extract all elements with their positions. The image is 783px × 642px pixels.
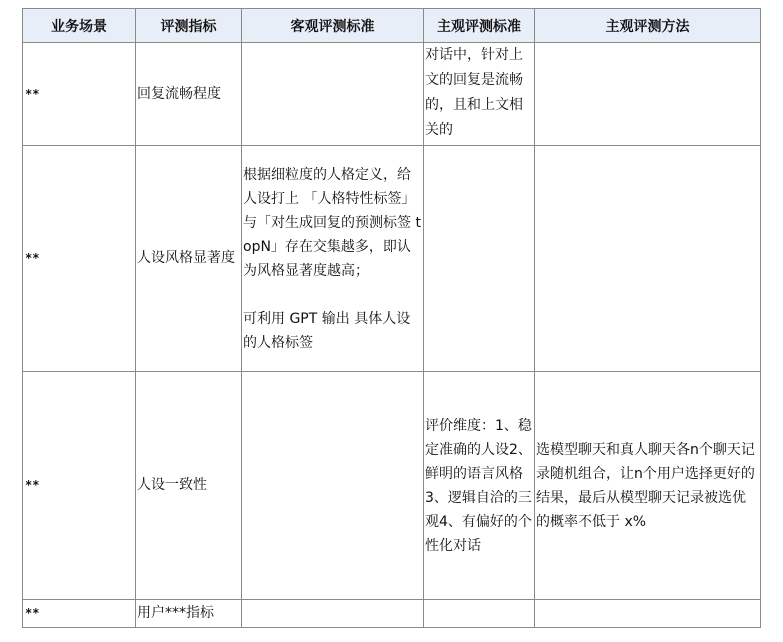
cell-subjective-method (535, 600, 761, 628)
cell-metric: 人设一致性 (136, 372, 242, 600)
cell-objective (242, 43, 424, 146)
cell-subjective-standard (424, 146, 535, 372)
cell-subjective-method (535, 146, 761, 372)
cell-objective (242, 372, 424, 600)
table-row (23, 146, 761, 372)
cell-metric: 人设风格显著度 (136, 146, 242, 372)
cell-metric: 用户***指标 (136, 600, 242, 628)
cell-metric: 回复流畅程度 (136, 43, 242, 146)
header-metric: 评测指标 (136, 9, 242, 43)
cell-scene: ** (23, 146, 136, 372)
cell-scene: ** (23, 372, 136, 600)
header-subjective-method: 主观评测方法 (535, 9, 761, 43)
header-row (23, 9, 761, 43)
objective-paragraph-1: 根据细粒度的人格定义，给人设打上 「人格特性标签」与「对生成回复的预测标签 topN」存在交集越多，即认为风格显著度越高； (243, 166, 421, 279)
header-subjective-standard: 主观评测标准 (424, 9, 535, 43)
evaluation-table-container (22, 8, 761, 628)
cell-subjective-standard: 评价维度：1、稳定准确的人设2、鲜明的语言风格3、逻辑自洽的三观4、有偏好的个性化对话 (424, 372, 535, 600)
cell-subjective-standard (424, 600, 535, 628)
header-objective-standard: 客观评测标准 (242, 9, 424, 43)
cell-scene: ** (23, 43, 136, 146)
cell-subjective-method: 选模型聊天和真人聊天各n个聊天记录随机组合，让n个用户选择更好的结果，最后从模型聊天记录被选优的概率不低于 x% (535, 372, 761, 600)
table-row (23, 600, 761, 628)
header-scene: 业务场景 (23, 9, 136, 43)
cell-objective (242, 146, 424, 372)
cell-scene: ** (23, 600, 136, 628)
cell-subjective-standard: 对话中，针对上文的回复是流畅的，且和上文相关的 (424, 43, 535, 146)
table-row (23, 372, 761, 600)
evaluation-table (22, 8, 761, 628)
cell-objective (242, 600, 424, 628)
cell-subjective-method (535, 43, 761, 146)
table-row (23, 43, 761, 146)
objective-paragraph-2: 可利用 GPT 输出 具体人设的人格标签 (243, 310, 411, 351)
